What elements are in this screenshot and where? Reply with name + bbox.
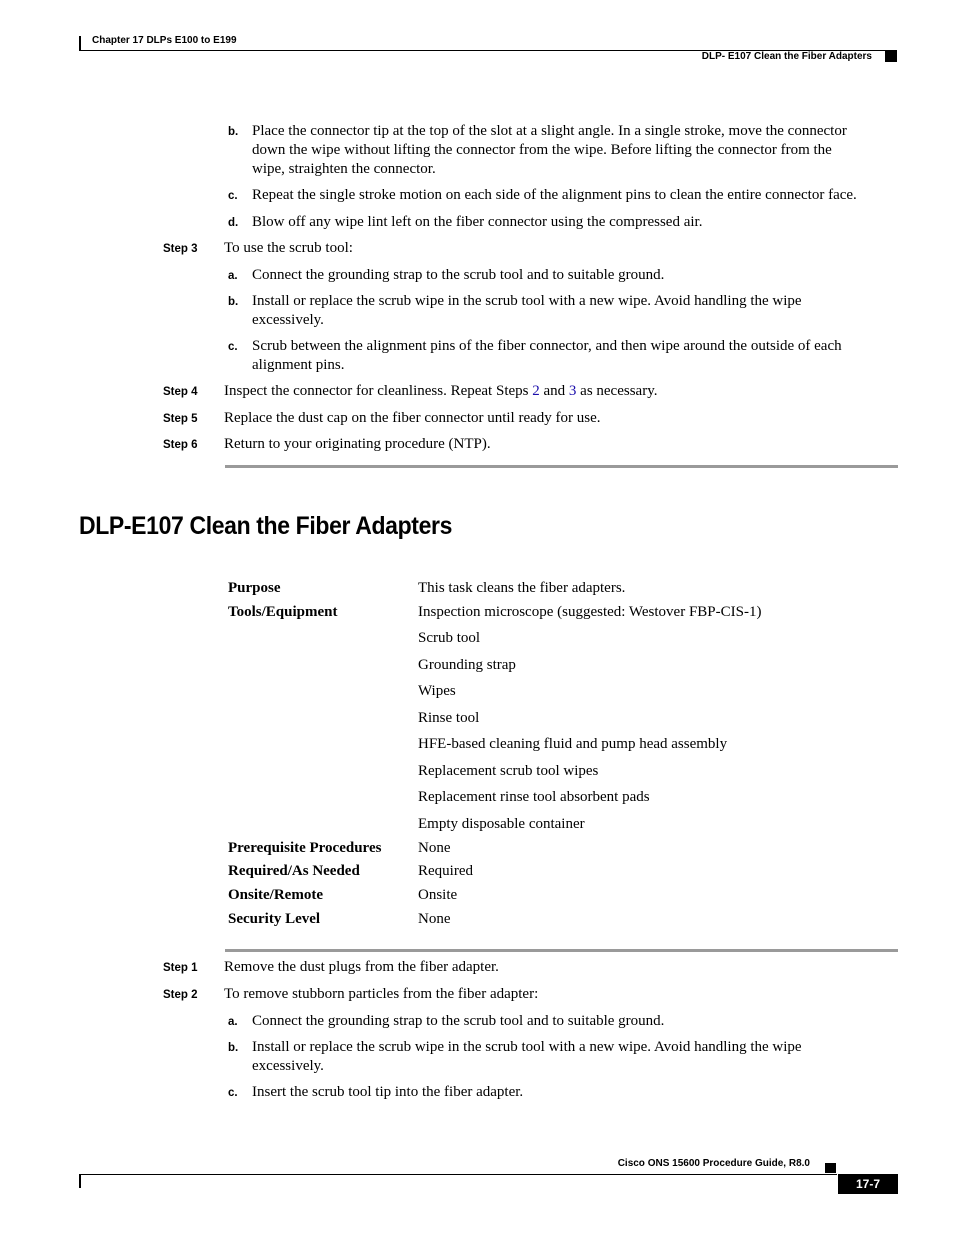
footer-rule	[79, 1174, 837, 1175]
onsite-key: Onsite/Remote	[228, 887, 323, 903]
step-text: Replace the dust cap on the fiber connector until ready for use.	[224, 410, 601, 426]
tool-item: Rinse tool	[418, 710, 480, 726]
substep-label: b.	[228, 1042, 239, 1054]
step-text: Remove the dust plugs from the fiber adapter.	[224, 959, 499, 975]
table-end-rule	[225, 949, 898, 952]
required-value: Required	[418, 863, 473, 879]
step-3-link[interactable]: 3	[568, 383, 577, 399]
tool-item: HFE-based cleaning fluid and pump head assembly	[418, 736, 728, 752]
onsite-value: Onsite	[418, 887, 458, 903]
substep-text: excessively.	[252, 312, 324, 328]
step4-text-post: as necessary.	[576, 383, 658, 399]
header-marker	[885, 51, 897, 62]
step-label: Step 5	[163, 413, 198, 425]
tool-item: Replacement rinse tool absorbent pads	[418, 789, 650, 805]
security-key: Security Level	[228, 911, 321, 927]
substep-text: alignment pins.	[252, 357, 345, 373]
substep-label: c.	[228, 190, 238, 202]
step-text: To use the scrub tool:	[224, 240, 353, 256]
tool-item: Grounding strap	[418, 657, 516, 673]
substep-label: a.	[228, 1016, 238, 1028]
step-label: Step 4	[163, 386, 198, 398]
substep-text: Install or replace the scrub wipe in the scrub tool with a new wipe. Avoid handling the wipe	[252, 293, 802, 309]
header-chapter: Chapter 17 DLPs E100 to E199	[92, 35, 237, 46]
purpose-key: Purpose	[228, 580, 281, 596]
substep-label: d.	[228, 217, 239, 229]
required-key: Required/As Needed	[228, 863, 360, 879]
substep-text: Scrub between the alignment pins of the fiber connector, and then wipe around the outside of each	[252, 338, 842, 354]
tool-item: Inspection microscope (suggested: Westover FBP-CIS-1)	[418, 604, 762, 620]
step-label: Step 3	[163, 243, 198, 255]
page-title: DLP-E107 Clean the Fiber Adapters	[79, 512, 453, 540]
substep-label: c.	[228, 1087, 238, 1099]
step-label: Step 2	[163, 989, 198, 1001]
step-text	[224, 382, 657, 401]
substep-text: Blow off any wipe lint left on the fiber connector using the compressed air.	[252, 214, 703, 230]
substep-text: Install or replace the scrub wipe in the scrub tool with a new wipe. Avoid handling the wipe	[252, 1039, 802, 1055]
tools-key: Tools/Equipment	[228, 604, 338, 620]
tool-item: Empty disposable container	[418, 816, 585, 832]
tool-item: Replacement scrub tool wipes	[418, 763, 599, 779]
substep-label: c.	[228, 341, 238, 353]
security-value: None	[418, 911, 451, 927]
step-label: Step 6	[163, 439, 198, 451]
footer-left-bar	[79, 1174, 81, 1188]
step4-text-mid: and	[539, 383, 569, 399]
page-number: 17-7	[838, 1174, 898, 1194]
substep-text: Connect the grounding strap to the scrub tool and to suitable ground.	[252, 267, 665, 283]
substep-text: Place the connector tip at the top of the slot at a slight angle. In a single stroke, move the connector	[252, 123, 847, 139]
substep-text: Connect the grounding strap to the scrub tool and to suitable ground.	[252, 1013, 665, 1029]
substep-text: wipe, straighten the connector.	[252, 161, 436, 177]
step4-text-pre: Inspect the connector for cleanliness. Repeat Steps	[224, 383, 533, 399]
substep-label: b.	[228, 126, 239, 138]
header-left-bar	[79, 36, 81, 51]
step-text: To remove stubborn particles from the fiber adapter:	[224, 986, 539, 1002]
substep-text: Insert the scrub tool tip into the fiber adapter.	[252, 1084, 524, 1100]
prereq-value: None	[418, 840, 451, 856]
prereq-key: Prerequisite Procedures	[228, 840, 382, 856]
substep-text: down the wipe without lifting the connector from the wipe. Before lifting the connector from the	[252, 142, 832, 158]
substep-text: Repeat the single stroke motion on each side of the alignment pins to clean the entire connector face.	[252, 187, 857, 203]
footer-guide-title: Cisco ONS 15600 Procedure Guide, R8.0	[617, 1158, 810, 1169]
step-text: Return to your originating procedure (NTP).	[224, 436, 491, 452]
section-end-rule	[225, 465, 898, 468]
substep-label: a.	[228, 270, 238, 282]
purpose-value: This task cleans the fiber adapters.	[418, 580, 626, 596]
header-section: DLP- E107 Clean the Fiber Adapters	[701, 51, 872, 62]
substep-label: b.	[228, 296, 239, 308]
tool-item: Scrub tool	[418, 630, 481, 646]
tool-item: Wipes	[418, 683, 456, 699]
footer-marker	[825, 1163, 836, 1173]
substep-text: excessively.	[252, 1058, 324, 1074]
step-label: Step 1	[163, 962, 198, 974]
step-2-link[interactable]: 2	[532, 383, 540, 399]
